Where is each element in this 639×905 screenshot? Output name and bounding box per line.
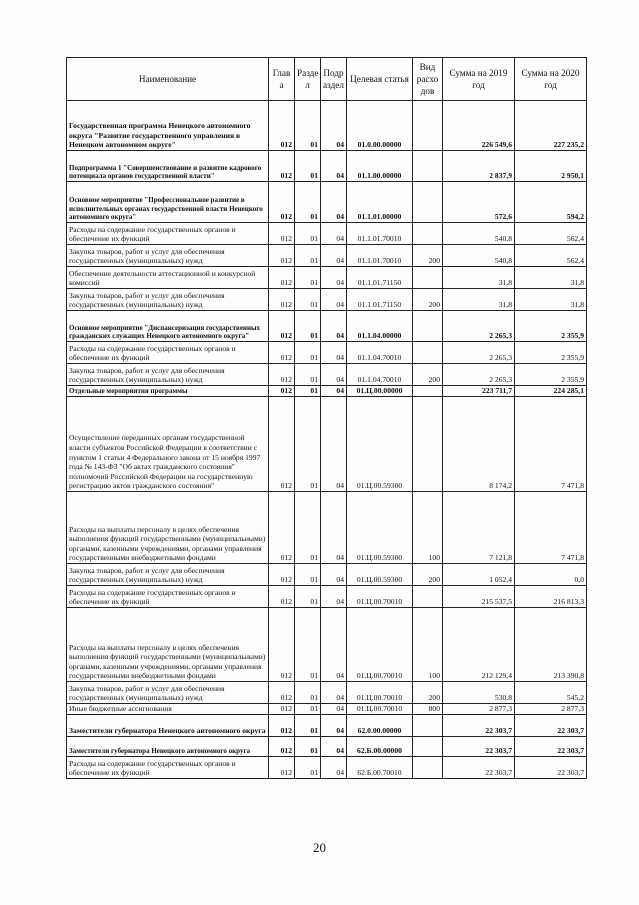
- row-podrazdel: 04: [321, 608, 347, 682]
- row-name: Основное мероприятие "Диспансеризация государственных гражданских служащих Ненецкого автономного округа": [67, 311, 269, 342]
- row-vid: [413, 267, 443, 289]
- table-row: [67, 364, 587, 386]
- row-name: Иные бюджетные ассигнования: [67, 704, 269, 715]
- header-glava: Глав а: [269, 58, 295, 101]
- row-name: Отдельные мероприятия программы: [67, 386, 269, 397]
- table-row: [67, 757, 587, 779]
- row-podrazdel: 04: [321, 245, 347, 267]
- row-vid: [413, 223, 443, 245]
- row-razdel: 01: [295, 397, 321, 492]
- row-podrazdel: 04: [321, 682, 347, 704]
- row-sum2020: 22 303,7: [515, 737, 587, 757]
- row-vid: 800: [413, 704, 443, 715]
- row-sum2020: 0,0: [515, 564, 587, 586]
- budget-table: [66, 57, 587, 779]
- row-vid: 100: [413, 492, 443, 564]
- row-name: Расходы на содержание государственных органов и обеспечение их функций: [67, 342, 269, 364]
- table-row: [67, 564, 587, 586]
- row-vid: 200: [413, 289, 443, 311]
- table-row: [67, 311, 587, 342]
- table-row: [67, 151, 587, 182]
- row-sum2019: 226 549,6: [443, 101, 515, 151]
- row-podrazdel: 04: [321, 397, 347, 492]
- table-row: [67, 704, 587, 715]
- table-header-row: [67, 58, 587, 101]
- row-target: 01.1.00.00000: [347, 151, 413, 182]
- row-name: Государственная программа Ненецкого автономного округа "Развитие государственного управления в Ненецком автономном округе": [67, 101, 269, 151]
- row-podrazdel: 04: [321, 223, 347, 245]
- row-sum2019: 215 537,5: [443, 586, 515, 608]
- row-podrazdel: 04: [321, 289, 347, 311]
- row-vid: [413, 397, 443, 492]
- table-row: [67, 608, 587, 682]
- row-podrazdel: 04: [321, 101, 347, 151]
- row-podrazdel: 04: [321, 364, 347, 386]
- row-name: Обеспечение деятельности аттестационной и конкурсной комиссий: [67, 267, 269, 289]
- row-vid: [413, 311, 443, 342]
- row-razdel: 01: [295, 342, 321, 364]
- row-glava: 012: [269, 267, 295, 289]
- row-vid: [413, 757, 443, 779]
- row-glava: 012: [269, 386, 295, 397]
- row-razdel: 01: [295, 586, 321, 608]
- row-razdel: 01: [295, 223, 321, 245]
- row-target: 01.1.01.71150: [347, 289, 413, 311]
- row-sum2020: 224 285,1: [515, 386, 587, 397]
- row-glava: 012: [269, 364, 295, 386]
- row-sum2020: 594,2: [515, 182, 587, 223]
- table-row: [67, 492, 587, 564]
- row-name: Закупка товаров, работ и услуг для обеспечения государственных (муниципальных) нужд: [67, 289, 269, 311]
- row-name: Заместители губернатора Ненецкого автономного округа: [67, 737, 269, 757]
- row-razdel: 01: [295, 101, 321, 151]
- row-sum2019: 212 129,4: [443, 608, 515, 682]
- row-sum2020: 545,2: [515, 682, 587, 704]
- row-razdel: 01: [295, 267, 321, 289]
- row-podrazdel: 04: [321, 311, 347, 342]
- row-razdel: 01: [295, 364, 321, 386]
- row-sum2019: 31,8: [443, 267, 515, 289]
- row-razdel: 01: [295, 757, 321, 779]
- row-sum2019: 2 265,3: [443, 311, 515, 342]
- row-target: 01.1.04.70010: [347, 342, 413, 364]
- table-row: [67, 245, 587, 267]
- row-glava: 012: [269, 342, 295, 364]
- row-name: Расходы на содержание государственных органов и обеспечение их функций: [67, 223, 269, 245]
- row-name: Расходы на выплаты персоналу в целях обеспечения выполнения функций государственными (муниципальными) органами, казенными учреждениями, органами управления государственными внебюджетными фондами: [67, 608, 269, 682]
- row-sum2020: 562,4: [515, 245, 587, 267]
- row-vid: 200: [413, 682, 443, 704]
- row-sum2019: 7 121,8: [443, 492, 515, 564]
- row-sum2020: 2 950,1: [515, 151, 587, 182]
- table-row: [67, 397, 587, 492]
- row-sum2019: 8 174,2: [443, 397, 515, 492]
- row-podrazdel: 04: [321, 386, 347, 397]
- row-glava: 012: [269, 151, 295, 182]
- table-row: [67, 267, 587, 289]
- row-sum2020: 31,8: [515, 289, 587, 311]
- row-sum2020: 562,4: [515, 223, 587, 245]
- row-razdel: 01: [295, 564, 321, 586]
- row-sum2019: 2 265,3: [443, 342, 515, 364]
- row-vid: 200: [413, 245, 443, 267]
- row-glava: 012: [269, 586, 295, 608]
- header-vid: Вид расхо дов: [413, 58, 443, 101]
- row-name: Закупка товаров, работ и услуг для обеспечения государственных (муниципальных) нужд: [67, 245, 269, 267]
- row-razdel: 01: [295, 245, 321, 267]
- row-glava: 012: [269, 737, 295, 757]
- row-sum2020: 2 355,9: [515, 364, 587, 386]
- row-name: Расходы на содержание государственных органов и обеспечение их функций: [67, 586, 269, 608]
- row-razdel: 01: [295, 608, 321, 682]
- row-name: Подпрограмма 1 "Совершенствование и развитие кадрового потенциала органов государственной власти": [67, 151, 269, 182]
- row-vid: [413, 182, 443, 223]
- row-glava: 012: [269, 182, 295, 223]
- row-sum2019: 2 837,9: [443, 151, 515, 182]
- row-glava: 012: [269, 245, 295, 267]
- row-target: 01.1.04.00000: [347, 311, 413, 342]
- header-target: Целевая статья: [347, 58, 413, 101]
- row-name: Закупка товаров, работ и услуг для обеспечения государственных (муниципальных) нужд: [67, 564, 269, 586]
- row-target: 01.Ц.00.70010: [347, 586, 413, 608]
- row-vid: 100: [413, 608, 443, 682]
- row-razdel: 01: [295, 182, 321, 223]
- row-sum2019: 2 265,3: [443, 364, 515, 386]
- row-sum2020: 2 355,9: [515, 311, 587, 342]
- row-razdel: 01: [295, 492, 321, 564]
- row-vid: [413, 715, 443, 737]
- table-row: [67, 182, 587, 223]
- row-sum2019: 540,8: [443, 223, 515, 245]
- row-vid: [413, 386, 443, 397]
- header-sum2020: Сумма на 2020 год: [515, 58, 587, 101]
- row-target: 01.Ц.00.70010: [347, 682, 413, 704]
- table-row: [67, 223, 587, 245]
- row-razdel: 01: [295, 289, 321, 311]
- row-vid: 200: [413, 364, 443, 386]
- row-sum2019: 2 877,3: [443, 704, 515, 715]
- row-glava: 012: [269, 492, 295, 564]
- row-glava: 012: [269, 311, 295, 342]
- row-podrazdel: 04: [321, 564, 347, 586]
- row-razdel: 01: [295, 715, 321, 737]
- row-target: 01.Ц.00.59300: [347, 397, 413, 492]
- row-vid: [413, 586, 443, 608]
- row-glava: 012: [269, 289, 295, 311]
- header-podrazdel: Подр аздел: [321, 58, 347, 101]
- row-glava: 012: [269, 704, 295, 715]
- row-vid: [413, 737, 443, 757]
- page-number: 20: [313, 840, 326, 855]
- header-name: Наименование: [67, 58, 269, 101]
- row-target: 01.Ц.00.70010: [347, 608, 413, 682]
- table-row: [67, 737, 587, 757]
- row-glava: 012: [269, 757, 295, 779]
- row-podrazdel: 04: [321, 737, 347, 757]
- table-row: [67, 289, 587, 311]
- row-sum2019: 540,8: [443, 245, 515, 267]
- row-sum2020: 7 471,8: [515, 397, 587, 492]
- row-name: Основное мероприятие "Профессиональное развитие в исполнительных органах государственной власти Ненецкого автономного округа": [67, 182, 269, 223]
- row-podrazdel: 04: [321, 151, 347, 182]
- row-sum2020: 7 471,8: [515, 492, 587, 564]
- row-sum2019: 572,6: [443, 182, 515, 223]
- row-name: Расходы на содержание государственных органов и обеспечение их функций: [67, 757, 269, 779]
- row-podrazdel: 04: [321, 342, 347, 364]
- row-target: 62.Б.00.00000: [347, 737, 413, 757]
- row-vid: [413, 151, 443, 182]
- row-target: 01.0.00.00000: [347, 101, 413, 151]
- row-razdel: 01: [295, 386, 321, 397]
- row-podrazdel: 04: [321, 757, 347, 779]
- row-target: 01.Ц.00.59300: [347, 564, 413, 586]
- row-target: 01.Ц.00.59300: [347, 492, 413, 564]
- table-row: [67, 342, 587, 364]
- row-target: 62.Б.00.70010: [347, 757, 413, 779]
- row-razdel: 01: [295, 704, 321, 715]
- row-sum2019: 1 052,4: [443, 564, 515, 586]
- row-target: 01.1.04.70010: [347, 364, 413, 386]
- row-podrazdel: 04: [321, 586, 347, 608]
- row-sum2019: 22 303,7: [443, 715, 515, 737]
- row-vid: [413, 342, 443, 364]
- table-row: [67, 101, 587, 151]
- row-name: Закупка товаров, работ и услуг для обеспечения государственных (муниципальных) нужд: [67, 364, 269, 386]
- row-razdel: 01: [295, 737, 321, 757]
- row-podrazdel: 04: [321, 182, 347, 223]
- row-glava: 012: [269, 101, 295, 151]
- row-glava: 012: [269, 608, 295, 682]
- table-row: [67, 386, 587, 397]
- row-sum2019: 22 303,7: [443, 737, 515, 757]
- row-glava: 012: [269, 682, 295, 704]
- row-vid: [413, 101, 443, 151]
- row-sum2019: 22 303,7: [443, 757, 515, 779]
- row-sum2019: 31,8: [443, 289, 515, 311]
- row-target: 01.Ц.00.70010: [347, 704, 413, 715]
- row-target: 01.1.01.70010: [347, 245, 413, 267]
- row-target: 01.Ц.00.00000: [347, 386, 413, 397]
- row-target: 01.1.01.71150: [347, 267, 413, 289]
- row-target: 01.1.01.70010: [347, 223, 413, 245]
- row-vid: 200: [413, 564, 443, 586]
- row-sum2020: 22 303,7: [515, 757, 587, 779]
- row-name: Закупка товаров, работ и услуг для обеспечения государственных (муниципальных) нужд: [67, 682, 269, 704]
- row-name: Осуществление переданных органам государственной власти субъектов Российской Федерации в соответствии с пунктом 1 статьи 4 Федерального закона от 15 ноября 1997 года № 143-ФЗ "Об актах гражданского состояния" полномочий Российской Федерации на государственную регистрацию актов гражданского состояния": [67, 397, 269, 492]
- row-razdel: 01: [295, 682, 321, 704]
- row-razdel: 01: [295, 311, 321, 342]
- row-sum2020: 227 235,2: [515, 101, 587, 151]
- row-sum2020: 2 877,3: [515, 704, 587, 715]
- row-sum2020: 213 390,8: [515, 608, 587, 682]
- row-glava: 012: [269, 564, 295, 586]
- row-razdel: 01: [295, 151, 321, 182]
- row-glava: 012: [269, 223, 295, 245]
- row-sum2019: 530,8: [443, 682, 515, 704]
- table-row: [67, 715, 587, 737]
- row-name: Расходы на выплаты персоналу в целях обеспечения выполнения функций государственными (муниципальными) органами, казенными учреждениями, органами управления государственными внебюджетными фондами: [67, 492, 269, 564]
- row-sum2020: 31,8: [515, 267, 587, 289]
- row-sum2020: 216 813,3: [515, 586, 587, 608]
- row-podrazdel: 04: [321, 704, 347, 715]
- table-row: [67, 586, 587, 608]
- row-name: Заместители губернатора Ненецкого автономного округа: [67, 715, 269, 737]
- row-podrazdel: 04: [321, 492, 347, 564]
- header-razdel: Разде л: [295, 58, 321, 101]
- row-podrazdel: 04: [321, 715, 347, 737]
- row-glava: 012: [269, 397, 295, 492]
- row-glava: 012: [269, 715, 295, 737]
- row-podrazdel: 04: [321, 267, 347, 289]
- row-target: 01.1.01.00000: [347, 182, 413, 223]
- table-row: [67, 682, 587, 704]
- row-sum2019: 223 711,7: [443, 386, 515, 397]
- row-sum2020: 2 355,9: [515, 342, 587, 364]
- header-sum2019: Сумма на 2019 год: [443, 58, 515, 101]
- row-target: 62.0.00.00000: [347, 715, 413, 737]
- row-sum2020: 22 303,7: [515, 715, 587, 737]
